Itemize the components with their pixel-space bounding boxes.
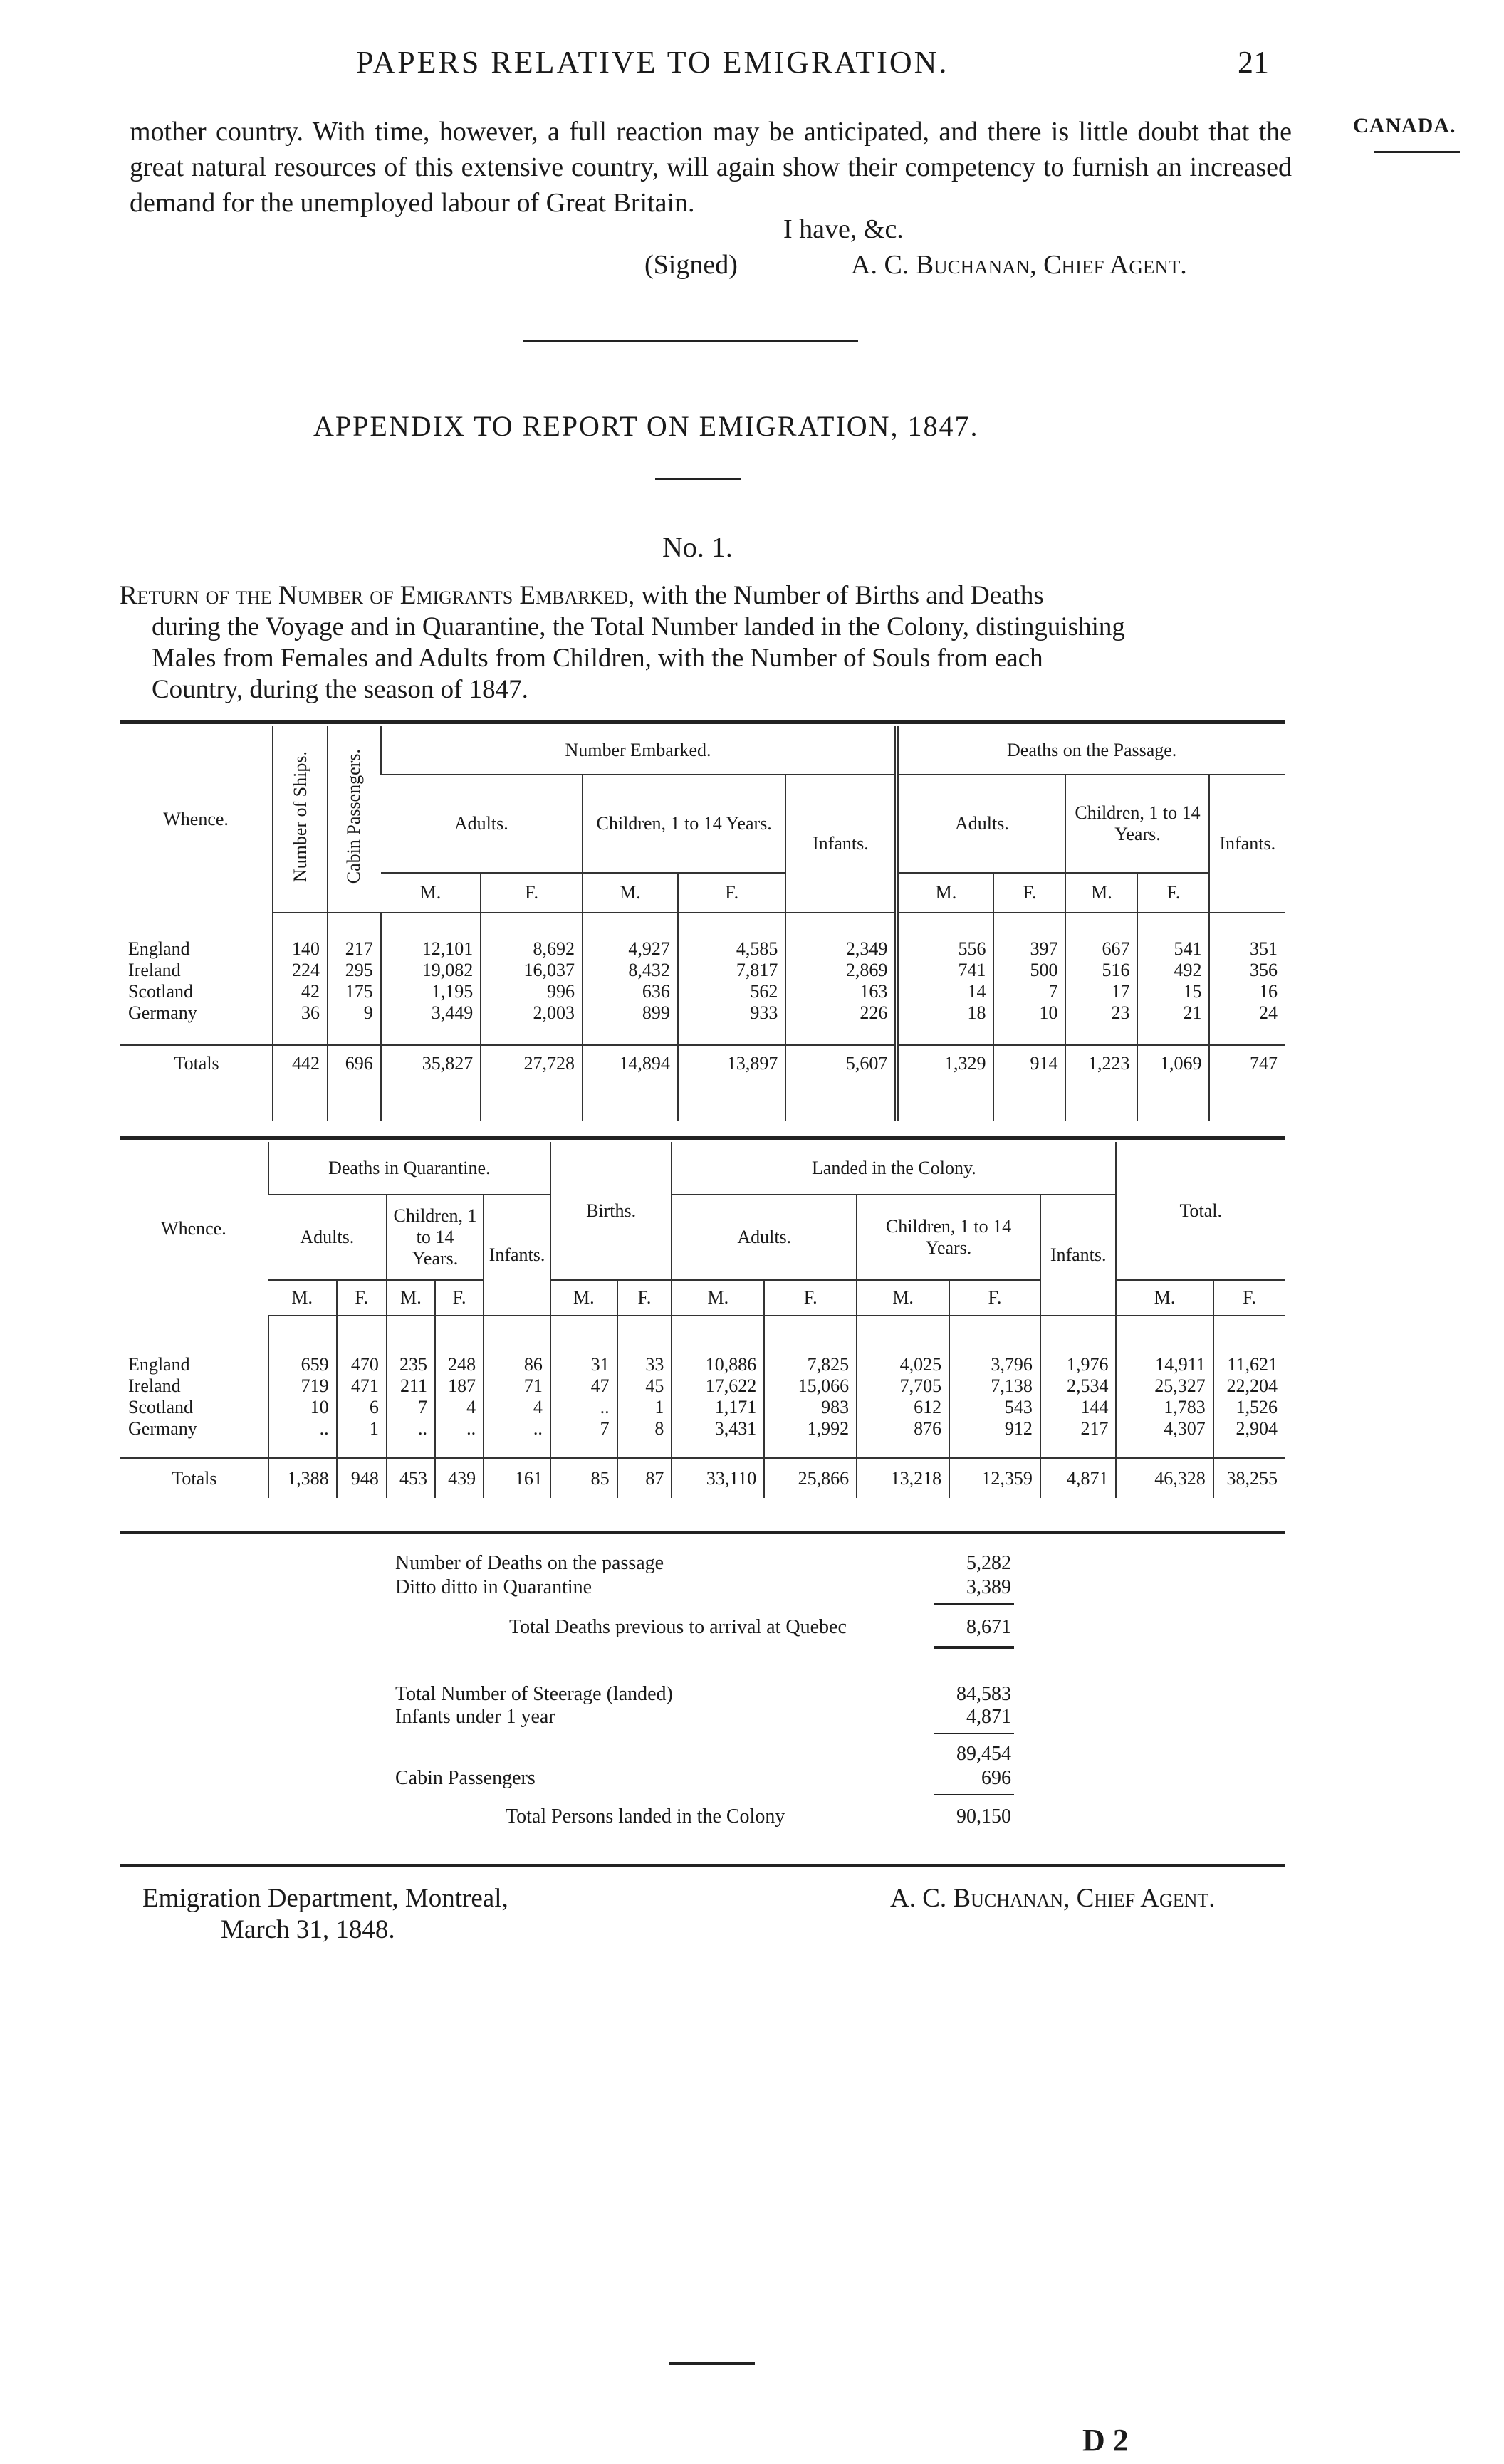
appendix-number: No. 1. [662,531,733,563]
col-header-landed-infants: Infants. [1040,1195,1117,1316]
totals-row: Totals 1,388 948 453 439 161 85 87 33,110 25,866 13,218 12,359 4,871 46,328 38,255 [120,1458,1285,1498]
letter-paragraph: mother country. With time, however, a full reaction may be anticipated, and there is little doubt that the great natural resources of this extensive country, will again show their competency to furnish an increased demand for the unemployed labour of Great Britain. [130,117,1292,218]
summary-value: 4,871 [966,1706,1011,1728]
table1-top-rule [120,720,1285,724]
return-description-line: during the Voyage and in Quarantine, the Total Number landed in the Colony, distinguishing [152,612,1125,641]
col-header-m: M. [381,873,481,913]
col-header-whence: Whence. [163,809,229,829]
summary-rule [934,1794,1014,1795]
return-description-lead: Return of the Number of Emigrants Embarked, [120,581,635,610]
col-header-f: F. [337,1280,387,1316]
col-header-f: F. [435,1280,484,1316]
summary-rule [934,1603,1014,1605]
col-header-embarked: Number Embarked. [381,726,897,775]
col-header-m: M. [857,1280,949,1316]
table-row: England 659 470 235 248 86 31 33 10,886 7,825 4,025 3,796 1,976 14,911 11,621 [120,1354,1285,1375]
col-header-deaths-children: Children, 1 to 14 Years. [1065,775,1209,873]
col-header-births: Births. [550,1142,672,1280]
table-row: Ireland 719 471 211 187 71 47 45 17,622 15,066 7,705 7,138 2,534 25,327 22,204 [120,1375,1285,1397]
col-header-f: F. [678,873,786,913]
summary-block [0,1552,1504,1851]
footer-rule [120,1864,1285,1867]
col-header-m: M. [1065,873,1137,913]
appendix-heading: APPENDIX TO REPORT ON EMIGRATION, 1847. [313,410,979,442]
summary-label: Total Deaths previous to arrival at Quebec [509,1616,847,1638]
col-header-f: F. [1137,873,1209,913]
table-row: England 140 217 12,101 8,692 4,927 4,585 2,349 556 397 667 541 351 [120,938,1285,960]
letter-signature [644,249,1187,281]
summary-value: 696 [981,1767,1011,1789]
col-header-landed: Landed in the Colony. [672,1142,1116,1195]
table-landed [120,1142,1285,1498]
table1-bottom-rule [120,1136,1285,1140]
col-header-m: M. [387,1280,435,1316]
table-row: Ireland 224 295 19,082 16,037 8,432 7,817 2,869 741 500 516 492 356 [120,960,1285,981]
summary-label: Total Persons landed in the Colony [506,1805,785,1828]
table-embarked [120,726,1285,1121]
summary-rule [934,1733,1014,1734]
col-header-adults: Adults. [300,1227,355,1247]
short-divider [655,478,741,480]
totals-row: Totals 442 696 35,827 27,728 14,894 13,897 5,607 1,329 914 1,223 1,069 747 [120,1045,1285,1081]
summary-value: 90,150 [956,1805,1011,1828]
return-description-line: Country, during the season of 1847. [152,675,528,704]
summary-rule [934,1646,1014,1649]
table-row: Scotland 42 175 1,195 996 636 562 163 14 7 17 15 16 [120,981,1285,1002]
section-divider [523,340,858,342]
col-header-infants: Infants. [484,1195,550,1316]
col-header-deaths-quarantine: Deaths in Quarantine. [268,1142,550,1195]
table-row: Germany 36 9 3,449 2,003 899 933 226 18 10 23 21 24 [120,1002,1285,1024]
col-header-deaths-adults: Adults. [897,775,1065,873]
summary-value: 89,454 [956,1743,1011,1765]
col-header-m: M. [672,1280,764,1316]
col-header-f: F. [993,873,1065,913]
signature-mark: D 2 [1082,2423,1129,2458]
col-header-f: F. [949,1280,1040,1316]
summary-value: 84,583 [956,1683,1011,1705]
col-header-ships: Number of Ships. [289,750,310,883]
signed-label: (Signed) [644,250,738,280]
table2-bottom-rule [120,1531,1285,1534]
footer-agent: A. C. Buchanan, Chief Agent. [890,1884,1216,1913]
footer-date: March 31, 1848. [221,1915,395,1944]
col-header-landed-children: Children, 1 to 14 Years. [857,1195,1040,1280]
summary-label: Cabin Passengers [395,1767,536,1789]
col-header-cabin: Cabin Passengers. [343,749,365,884]
table-row: Germany .. 1 .. .. .. 7 8 3,431 1,992 876 912 217 4,307 2,904 [120,1418,1285,1440]
col-header-m: M. [268,1280,337,1316]
col-header-deaths-infants: Infants. [1209,775,1285,913]
col-header-m: M. [550,1280,617,1316]
summary-value: 5,282 [966,1552,1011,1574]
col-header-m: M. [583,873,678,913]
col-header-adults: Adults. [454,813,508,834]
return-description [120,580,1295,706]
running-header [0,44,1504,87]
summary-value: 8,671 [966,1616,1011,1638]
margin-note: CANADA. [1353,114,1456,137]
col-header-children: Children, 1 to 14 Years. [583,775,785,873]
return-description-rest: with the Number of Births and Deaths [634,581,1044,610]
footer-dept-line: Emigration Department, Montreal, [142,1884,508,1913]
footer-department [142,1883,508,1946]
page-header-title: PAPERS RELATIVE TO EMIGRATION. [356,45,949,80]
col-header-deaths-passage: Deaths on the Passage. [897,726,1285,775]
col-header-landed-adults: Adults. [672,1195,857,1280]
table-row: Scotland 10 6 7 4 4 .. 1 1,171 983 612 543 144 1,783 1,526 [120,1397,1285,1418]
col-header-children: Children, 1 to 14 Years. [387,1195,484,1280]
summary-label: Infants under 1 year [395,1706,555,1728]
col-header-whence: Whence. [161,1218,226,1239]
return-description-line: Males from Females and Adults from Children, with the Number of Souls from each [152,644,1043,673]
col-header-m: M. [1116,1280,1213,1316]
col-header-infants: Infants. [785,775,897,913]
col-header-f: F. [617,1280,672,1316]
col-header-f: F. [1213,1280,1285,1316]
col-header-m: M. [897,873,993,913]
signed-name: A. C. Buchanan, Chief Agent. [851,250,1187,280]
summary-label: Ditto ditto in Quarantine [395,1576,592,1598]
margin-rule [1374,151,1460,153]
closing-divider [669,2362,755,2365]
summary-label: Total Number of Steerage (landed) [395,1683,673,1705]
summary-label: Number of Deaths on the passage [395,1552,664,1574]
page-number: 21 [1238,45,1269,80]
letter-closing: I have, &c. [783,214,904,244]
col-header-f: F. [481,873,583,913]
col-header-total: Total. [1116,1142,1285,1280]
summary-value: 3,389 [966,1576,1011,1598]
col-header-f: F. [764,1280,857,1316]
